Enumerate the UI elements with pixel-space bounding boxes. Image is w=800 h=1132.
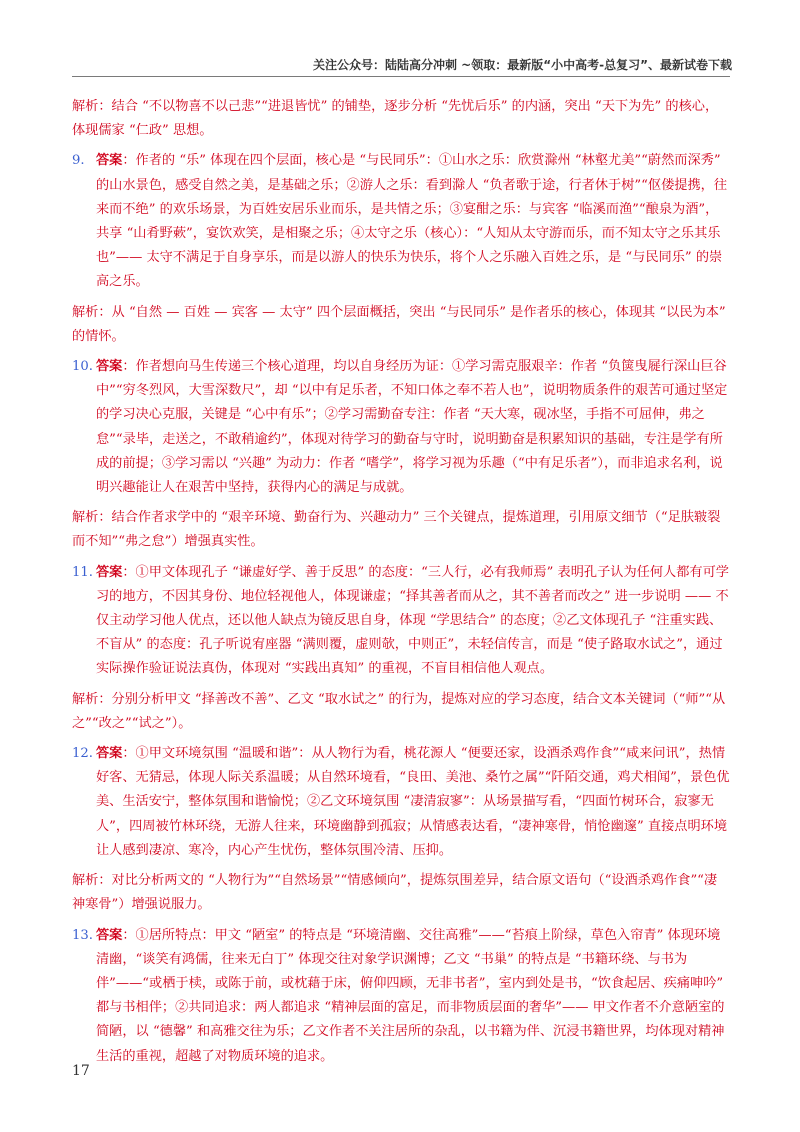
answer-label: 答案	[96, 153, 123, 169]
answer-text: ：作者的 “乐” 体现在四个层面，核心是 “与民同乐”：①山水之乐：欣赏滁州 “林壑尤美”“蔚然而深秀” 的山水景色，感受自然之美，是基础之乐；②游人之乐：看到滁人 “负者歌于途，行者休于树”“伛偻提携，往来而不绝” 的欢乐场景，为百姓安居乐业而乐，是共情之乐；③宴酣之乐：与宾客 “临溪而渔”“酿泉为酒”，共享 “山肴野蔌”，宴饮欢笑，是相聚之乐；④太守之乐（核心）：“人知从太守游而乐，而不知太守之乐其乐也”—— 太守不满足于自身享乐，而是以游人的快乐为快乐，将个人之乐融入百姓之乐，是 “与民同乐” 的崇高之乐。	[96, 153, 728, 290]
answer-text: ：①居所特点：甲文 “陋室” 的特点是 “环境清幽、交往高雅”——“苔痕上阶绿，草色入帘青” 体现环境清幽，“谈笑有鸿儒，往来无白丁” 体现交往对象学识渊博；乙文 “书巢” 的特点是 “书籍环绕、与书为伴”——“或栖于椟，或陈于前，或枕藉于床，俯仰四顾，无非书者”，室内到处是书，“饮食起居、疾痛呻吟” 都与书相伴；②共同追求：两人都追求 “精神层面的富足，而非物质层面的奢华”—— 甲文作者不介意陋室的简陋，以 “德馨” 和高雅交往为乐；乙文作者不关注居所的杂乱，以书籍为伴、沉浸书籍世界，均体现对精神生活的重视，超越了对物质环境的追求。	[96, 927, 725, 1064]
answer-item-10	[72, 355, 730, 500]
analysis-paragraph: 解析：结合作者求学中的 “艰辛环境、勤奋行为、兴趣动力” 三个关键点，提炼道理，引用原文细节（“足肤皲裂而不知”“弗之怠”）增强真实性。	[72, 510, 721, 550]
answer-item-11	[72, 561, 730, 682]
header-promo-text: 关注公众号：陆陆高分冲刺 ~领取：最新版“小中高考-总复习”、最新试卷下载	[313, 58, 732, 72]
page-header	[0, 0, 800, 76]
answer-item-13	[72, 924, 730, 1069]
answer-label: 答案	[96, 927, 123, 943]
question-number: 11.	[72, 564, 93, 580]
analysis-paragraph: 解析：从 “自然 — 百姓 — 宾客 — 太守” 四个层面概括，突出 “与民同乐” 是作者乐的核心，体现其 “以民为本” 的情怀。	[72, 304, 726, 344]
answer-label: 答案	[96, 746, 123, 762]
answer-item-12	[72, 742, 730, 863]
answer-text: ：①甲文环境氛围 “温暖和谐”：从人物行为看，桃花源人 “便要还家，设酒杀鸡作食”“咸来问讯”，热情好客、无猜忌，体现人际关系温暖；从自然环境看，“良田、美池、桑竹之属”“阡陌交通，鸡犬相闻”，景色优美、生活安宁，整体氛围和谐愉悦；②乙文环境氛围 “凄清寂寥”：从场景描写看，“四面竹树环合，寂寥无人”，四周被竹林环绕，无游人往来，环境幽静到孤寂；从情感表达看，“凄神寒骨，悄怆幽邃” 直接点明环境让人感到凄凉、寒冷，内心产生忧伤，整体氛围冷清、压抑。	[96, 746, 730, 858]
answer-text: ：作者想向马生传递三个核心道理，均以自身经历为证：①学习需克服艰辛：作者 “负箧曳屣行深山巨谷中”“穷冬烈风，大雪深数尺”，却 “以中有足乐者，不知口体之奉不若人也”，说明物质条件的艰苦可通过坚定的学习决心克服，关键是 “心中有乐”；②学习需勤奋专注：作者 “天大寒，砚冰坚，手指不可屈伸，弗之怠”“录毕，走送之，不敢稍逾约”，体现对待学习的勤奋与守时，说明勤奋是积累知识的基础，专注是学有所成的前提；③学习需以 “兴趣” 为动力：作者 “嗜学”，将学习视为乐趣（“中有足乐者”），而非追求名利，说明兴趣能让人在艰苦中坚持，获得内心的满足与成就。	[96, 359, 728, 496]
question-number: 9.	[72, 153, 85, 169]
answer-body	[96, 149, 730, 294]
analysis-paragraph: 解析：对比分析两文的 “人物行为”“自然场景”“情感倾向”，提炼氛围差异，结合原文语句（“设酒杀鸡作食”“凄神寒骨”）增强说服力。	[72, 873, 718, 913]
answer-body	[96, 742, 730, 863]
answer-text: ：①甲文体现孔子 “谦虚好学、善于反思” 的态度：“三人行，必有我师焉” 表明孔子认为任何人都有可学习的地方，不因其身份、地位轻视他人，体现谦虚；“择其善者而从之，其不善者而改之” 进一步说明 —— 不仅主动学习他人优点，还以他人缺点为镜反思自身，体现 “学思结合” 的态度；②乙文体现孔子 “注重实践、不盲从” 的态度：孔子听说宥座器 “满则覆，虚则欹，中则正”，未轻信传言，而是 “使子路取水试之”，通过实际操作验证说法真伪，体现对 “实践出真知” 的重视，不盲目相信他人观点。	[96, 564, 729, 677]
question-number: 13.	[72, 927, 93, 943]
header-divider	[72, 76, 730, 77]
answer-body	[96, 355, 730, 500]
answer-label: 答案	[96, 359, 123, 375]
analysis-paragraph: 解析：结合 “不以物喜不以己悲”“进退皆忧” 的铺垫，逐步分析 “先忧后乐” 的内涵，突出 “天下为先” 的核心，体现儒家 “仁政” 思想。	[72, 99, 719, 139]
answer-label: 答案	[96, 564, 123, 580]
question-number: 10.	[72, 359, 93, 375]
answer-content	[72, 95, 730, 1075]
answer-body	[96, 924, 730, 1069]
analysis-paragraph: 解析：分别分析甲文 “择善改不善”、乙文 “取水试之” 的行为，提炼对应的学习态度，结合文本关键词（“师”“从之”“改之”“试之”）。	[72, 691, 726, 731]
answer-body	[96, 561, 730, 682]
answer-item-9	[72, 149, 730, 294]
page-number: 17	[72, 1063, 90, 1079]
question-number: 12.	[72, 746, 93, 762]
